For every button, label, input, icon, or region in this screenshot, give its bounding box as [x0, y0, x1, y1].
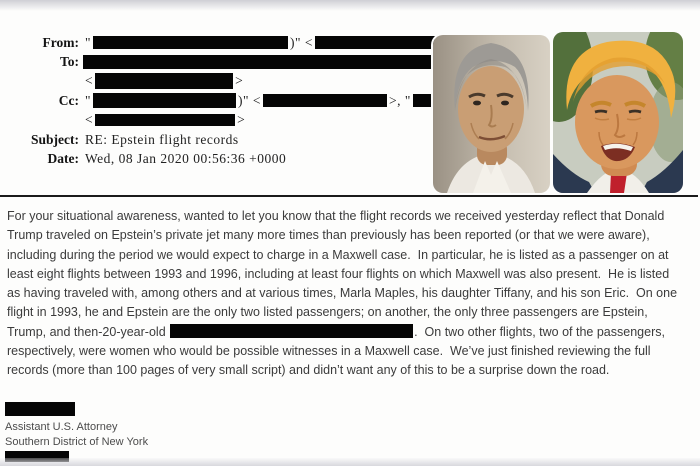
header-field-text: >	[237, 112, 246, 128]
header-field-label: Cc:	[58, 92, 79, 108]
header-field-label: To:	[59, 54, 79, 70]
header-row	[0, 91, 445, 110]
body-line: as having traveled with, among others and at various times, Marla Maples, his daughter Tiffany, and his son Eric. On one	[7, 286, 678, 301]
header-row	[0, 111, 445, 130]
redaction-bar	[95, 114, 235, 126]
bottom-edge-shading	[0, 458, 700, 466]
top-edge-shading	[0, 0, 700, 11]
redaction-bar	[5, 402, 75, 416]
trump-portrait-graphic	[553, 32, 683, 193]
redaction-bar	[95, 73, 233, 89]
header-row	[0, 33, 445, 52]
header-field-label: Subject:	[31, 131, 79, 147]
signature-line: Assistant U.S. Attorney	[5, 421, 118, 433]
header-field-text: >	[235, 73, 244, 89]
redaction-bar	[93, 93, 236, 108]
body-line: records (more than 100 pages of very small script) and didn’t want any of this to be a surprise down the road.	[7, 363, 610, 378]
header-field-value	[79, 35, 435, 51]
redaction-bar	[170, 324, 413, 338]
header-field-text: )" <	[290, 34, 314, 50]
redaction-bar	[315, 36, 435, 49]
header-field-value	[79, 93, 455, 109]
header-field-text: <	[85, 112, 94, 128]
signature-line: Southern District of New York	[5, 435, 149, 448]
epstein-portrait-photo	[433, 35, 550, 193]
body-line: flight in 1993, he and Epstein are the only two listed passengers; on another, the only three passengers are Epstein,	[7, 305, 648, 320]
redaction-bar	[93, 36, 288, 49]
body-line: including during the period we would expect to charge in a Maxwell case. In particular, he is listed as a passenger on at	[7, 247, 669, 262]
body-text-segment: Trump, and then-20-year-old	[7, 324, 170, 339]
header-row	[0, 130, 445, 149]
trump-portrait-photo	[553, 32, 683, 193]
header-field-value	[79, 112, 247, 128]
header-field-text: RE: Epstein flight records	[85, 131, 239, 147]
header-field-value	[79, 132, 241, 148]
header-field-text: "	[85, 92, 92, 108]
redaction-bar	[83, 55, 439, 69]
header-row	[0, 72, 445, 91]
header-field-text: <	[85, 73, 94, 89]
header-body-divider	[0, 195, 698, 197]
epstein-portrait-graphic	[433, 35, 550, 193]
header-field-label: Date:	[47, 151, 79, 167]
header-field-text: Wed, 08 Jan 2020 00:56:36 +0000	[85, 151, 287, 167]
body-line: least eight flights between 1993 and 1996, including at least four flights on which Maxwell was also present. He is listed	[7, 266, 670, 281]
email-body	[7, 207, 699, 381]
header-field-value	[79, 73, 245, 89]
header-field-text: >, "	[389, 92, 411, 108]
body-line: Trump traveled on Epstein’s private jet many more times than previously has been reported (or that we were aware),	[7, 228, 650, 243]
signature-block	[5, 400, 148, 466]
header-field-value	[79, 151, 288, 167]
body-text-segment: . On two other flights, two of the passengers,	[414, 324, 665, 339]
body-line: respectively, were women who would be possible witnesses in a Maxwell case. We’ve just finished reviewing the full	[7, 344, 651, 359]
header-field-text: )" <	[238, 92, 262, 108]
header-field-label: From:	[42, 34, 79, 50]
header-field-value	[79, 55, 439, 69]
body-line: For your situational awareness, wanted to let you know that the flight records we received yesterday reflect that Donald	[7, 209, 665, 223]
body-line	[7, 323, 699, 342]
header-row	[0, 52, 445, 71]
header-row	[0, 149, 445, 168]
header-field-text: "	[85, 34, 92, 50]
redaction-bar	[263, 94, 387, 107]
email-header	[0, 33, 445, 169]
